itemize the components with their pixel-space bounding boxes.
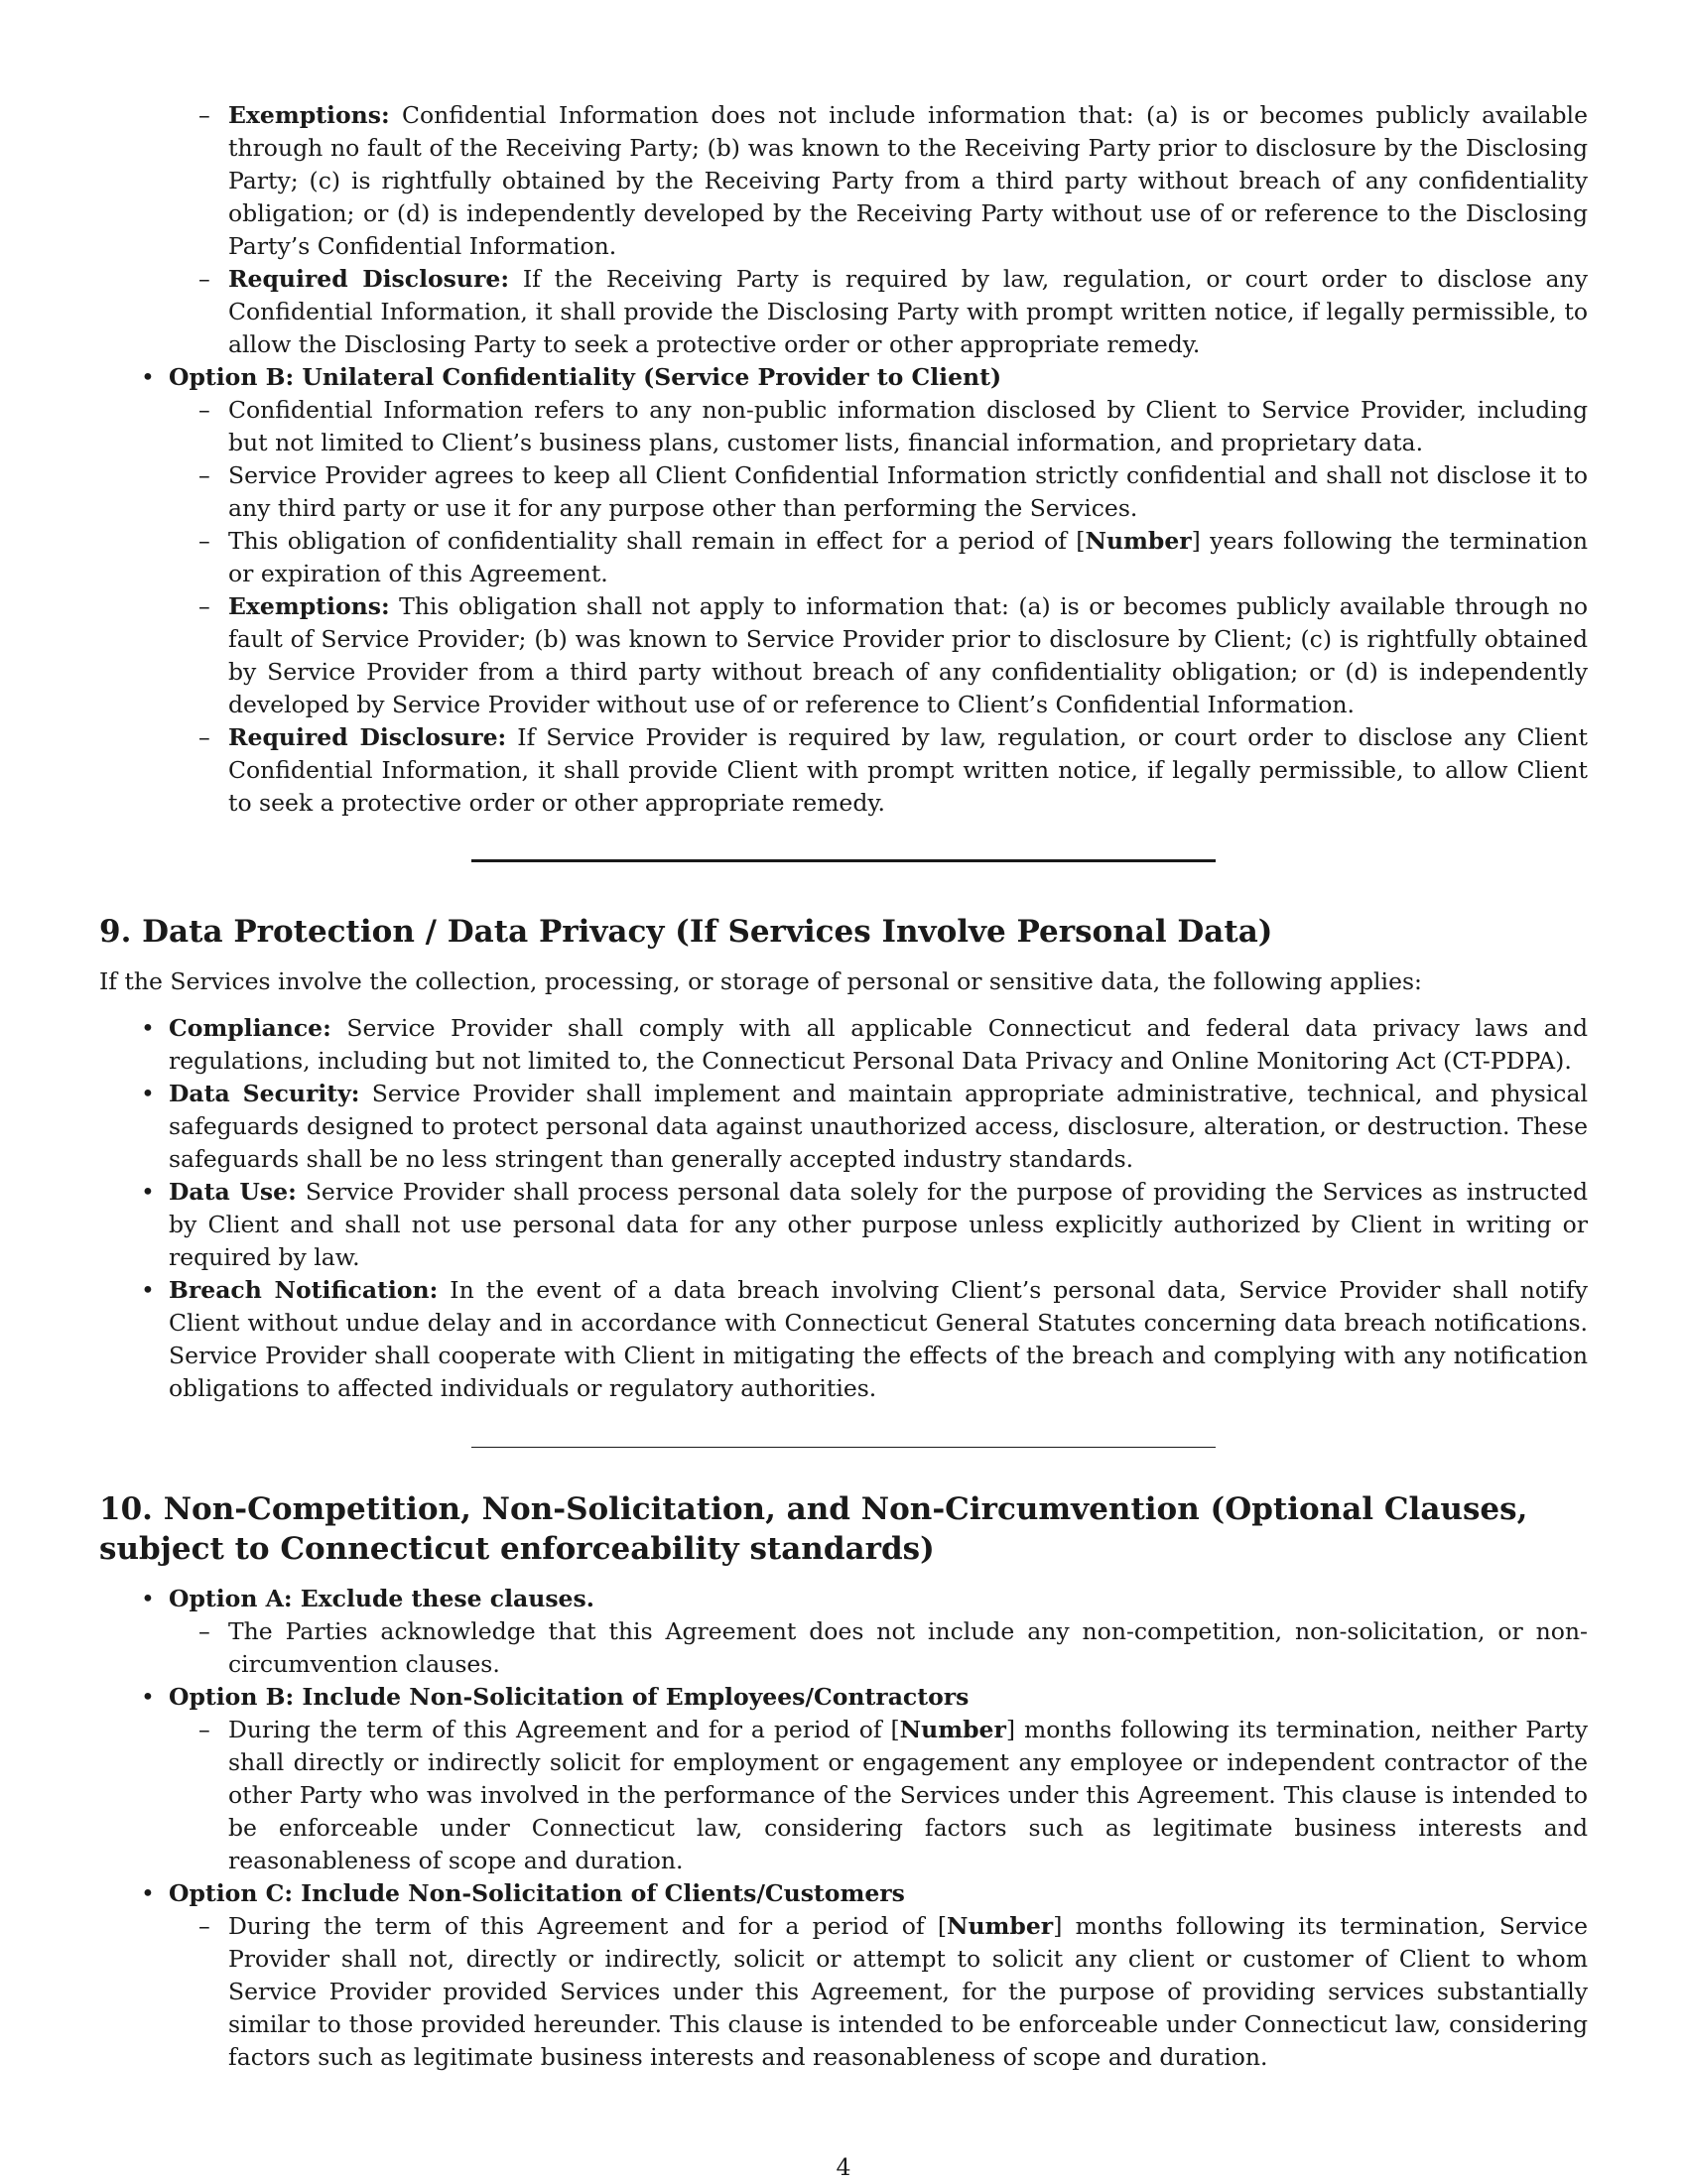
section-9-list [169,1012,1588,1405]
item-text-pre: During the term of this Agreement and for a period of [ [228,1716,900,1743]
item-text-post: ] months following its termination, neither Party shall directly or indirectly solicit for employment or engagement any employee or independent contractor of the other Party who was involved in the performance of the Services under this Agreement. This clause is intended to be enforceable under Connecticut law, considering factors such as legitimate business interests and reasonableness of scope and duration. [228,1716,1588,1874]
option-title: Option B: Unilateral Confidentiality (Service Provider to Client) [169,363,1002,391]
option-title: Option C: Include Non-Solicitation of Clients/Customers [169,1879,905,1907]
list-item: – Service Provider agrees to keep all Client Confidential Information strictly confidential and shall not disclose it to any third party or use it for any purpose other than performing the Services. [228,459,1588,525]
list-item [169,1078,1588,1176]
item-label: Exemptions: [228,592,390,620]
option-title: Option B: Include Non-Solicitation of Employees/Contractors [169,1683,970,1711]
option-c-clients [169,1877,1588,2074]
item-label: Required Disclosure: [228,723,507,751]
list-item: – Confidential Information refers to any non-public information disclosed by Client to Service Provider, including but not limited to Client’s business plans, customer lists, financial information, and proprietary data. [228,394,1588,459]
item-text-pre: This obligation of confidentiality shall remain in effect for a period of [ [228,527,1086,555]
section-9-intro: If the Services involve the collection, processing, or storage of personal or sensitive data, the following applies: [99,967,1422,995]
option-a-subitems [228,99,1588,361]
item-text: If the Receiving Party is required by law, regulation, or court order to disclose any Confidential Information, it shall provide the Disclosing Party with prompt written notice, if legally permissible, to allow the Disclosing Party to seek a protective order or other appropriate remedy. [228,265,1588,358]
section-divider [471,1447,1216,1448]
list-item [228,590,1588,721]
item-label: Data Security: [169,1080,360,1107]
item-text: This obligation shall not apply to information that: (a) is or becomes publicly available through no fault of Service Provider; (b) was known to Service Provider prior to disclosure by Client; (c) is rightfully obtained by Service Provider from a third party without breach of any confidentiality obligation; or (d) is independently developed by Service Provider without use of or reference to Client’s Confidential Information. [228,592,1588,718]
section-10-list [169,1583,1588,2074]
item-text-post: ] months following its termination, Service Provider shall not, directly or indirectly, solicit or attempt to solicit any client or customer of Client to whom Service Provider provided Services under this Agreement, for the purpose of providing services substantially similar to those provided hereunder. This clause is intended to be enforceable under Connecticut law, considering factors such as legitimate business interests and reasonableness of scope and duration. [228,1912,1588,2071]
list-item [169,1274,1588,1405]
list-item [228,263,1588,361]
section8-options-list [169,361,1588,820]
option-b-employees [169,1681,1588,1877]
list-item [228,721,1588,820]
page-number: 4 [836,2153,851,2181]
list-item [228,99,1588,263]
item-text: Confidential Information does not include information that: (a) is or becomes publicly available through no fault of the Receiving Party; (b) was known to the Receiving Party prior to disclosure by the Disclosing Party; (c) is rightfully obtained by the Receiving Party from a third party without breach of any confidentiality obligation; or (d) is independently developed by the Receiving Party without use of or reference to the Disclosing Party’s Confidential Information. [228,101,1588,260]
option-b-confidentiality [169,361,1588,820]
item-label: Data Use: [169,1178,297,1206]
list-item [169,1176,1588,1274]
item-text-post: ] years following the termination or expiration of this Agreement. [228,527,1588,587]
list-item: – The Parties acknowledge that this Agreement does not include any non-competition, non-solicitation, or non-circumvention clauses. [228,1615,1588,1681]
document-page [99,99,1588,2074]
list-item [169,1012,1588,1078]
item-text: Service Provider shall implement and maintain appropriate administrative, technical, and physical safeguards designed to protect personal data against unauthorized access, disclosure, alteration, or destruction. These safeguards shall be no less stringent than generally accepted industry standards. [169,1080,1588,1173]
item-text: Service Provider shall comply with all applicable Connecticut and federal data privacy laws and regulations, including but not limited to, the Connecticut Personal Data Privacy and Online Monitoring Act (CT-PDPA). [169,1014,1588,1075]
option-c-subitems [228,1910,1588,2074]
item-text: In the event of a data breach involving Client’s personal data, Service Provider shall notify Client without undue delay and in accordance with Connecticut General Statutes concerning data breach notifications. Service Provider shall cooperate with Client in mitigating the effects of the breach and complying with any notification obligations to affected individuals or regulatory authorities. [169,1276,1588,1402]
item-label: Compliance: [169,1014,331,1042]
list-item [228,1714,1588,1877]
item-text-pre: During the term of this Agreement and for a period of [ [228,1912,947,1940]
option-b-subitems [228,394,1588,820]
option-a-exclude [169,1583,1588,1681]
item-text: If Service Provider is required by law, regulation, or court order to disclose any Client Confidential Information, it shall provide Client with prompt written notice, if legally permissible, to allow Client to seek a protective order or other appropriate remedy. [228,723,1588,817]
section-divider [471,859,1216,862]
option-title: Option A: Exclude these clauses. [169,1585,594,1612]
option-a-subitems [228,1615,1588,1681]
item-label: Required Disclosure: [228,265,509,293]
item-label: Exemptions: [228,101,390,129]
placeholder-number: Number [1085,527,1192,555]
list-item [228,1910,1588,2074]
item-label: Breach Notification: [169,1276,439,1304]
item-text: Service Provider shall process personal data solely for the purpose of providing the Services as instructed by Client and shall not use personal data for any other purpose unless explicitly authorized by Client in writing or required by law. [169,1178,1588,1271]
placeholder-number: Number [946,1912,1054,1940]
section-10-heading: 10. Non-Competition, Non-Solicitation, and Non-Circumvention (Optional Clauses, subject to Connecticut enforceability standards) [99,1491,1528,1567]
list-item [228,525,1588,590]
section-9-heading: 9. Data Protection / Data Privacy (If Services Involve Personal Data) [99,914,1273,950]
placeholder-number: Number [899,1716,1006,1743]
option-b-subitems [228,1714,1588,1877]
